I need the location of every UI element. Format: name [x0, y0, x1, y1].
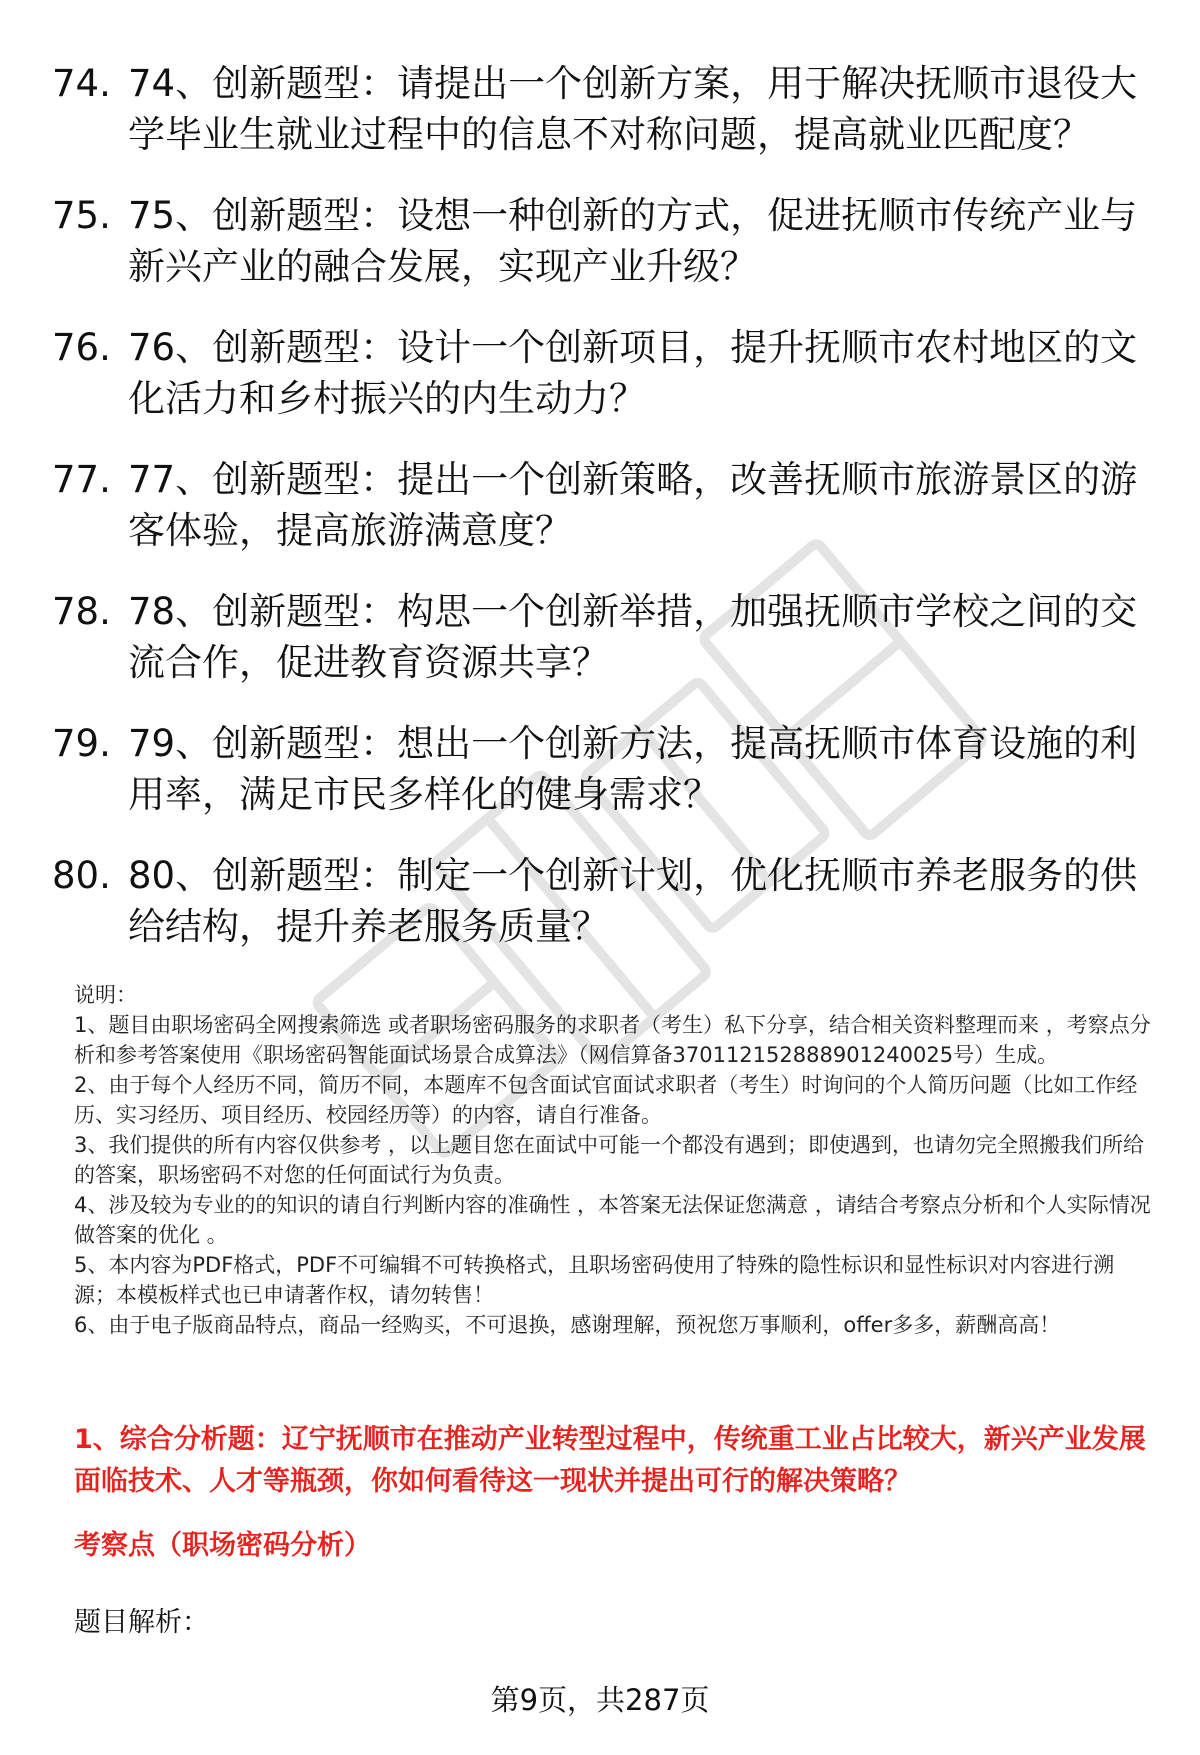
section-question: 1、综合分析题：辽宁抚顺市在推动产业转型过程中，传统重工业占比较大，新兴产业发展面临技术、人才等瓶颈，你如何看待这一现状并提出可行的解决策略？ [74, 1424, 1146, 1497]
question-number: 77. [52, 458, 111, 501]
question-list [52, 58, 1152, 982]
note-item: 6、由于电子版商品特点，商品一经购买，不可退换，感谢理解，预祝您万事顺利，offer多多，薪酬高高！ [74, 1313, 1061, 1337]
note-item: 4、涉及较为专业的的知识的请自行判断内容的准确性 ，本答案无法保证您满意 ，请结合考察点分析和个人实际情况做答案的优化 。 [74, 1193, 1151, 1247]
question-item [52, 718, 1152, 820]
note-item: 5、本内容为PDF格式，PDF不可编辑不可转换格式，且职场密码使用了特殊的隐性标识和显性标识对内容进行溯源；本模板样式也已申请著作权，请勿转售！ [74, 1253, 1115, 1307]
question-text: 79、创新题型：想出一个创新方法，提高抚顺市体育设施的利用率，满足市民多样化的健身需求？ [128, 722, 1138, 816]
question-item [52, 454, 1152, 556]
note-item: 2、由于每个人经历不同，简历不同，本题库不包含面试官面试求职者（考生）时询问的个人简历问题（比如工作经历、实习经历、项目经历、校园经历等）的内容，请自行准备。 [74, 1073, 1138, 1127]
question-text: 74、创新题型：请提出一个创新方案，用于解决抚顺市退役大学毕业生就业过程中的信息不对称问题，提高就业匹配度？ [128, 62, 1138, 156]
question-number: 78. [52, 590, 111, 633]
question-number: 80. [52, 854, 111, 897]
question-text: 77、创新题型：提出一个创新策略，改善抚顺市旅游景区的游客体验，提高旅游满意度？ [128, 458, 1138, 552]
question-number: 74. [52, 62, 111, 105]
question-text: 76、创新题型：设计一个创新项目，提升抚顺市农村地区的文化活力和乡村振兴的内生动力？ [128, 326, 1138, 420]
question-item [52, 322, 1152, 424]
note-item: 3、我们提供的所有内容仅供参考 ，以上题目您在面试中可能一个都没有遇到；即使遇到，也请勿完全照搬我们所给的答案，职场密码不对您的任何面试行为负责。 [74, 1133, 1145, 1187]
question-item [52, 850, 1152, 952]
question-text: 80、创新题型：制定一个创新计划，优化抚顺市养老服务的供给结构，提升养老服务质量？ [128, 854, 1138, 948]
question-number: 75. [52, 194, 111, 237]
question-item [52, 586, 1152, 688]
section-heading: 考察点（职场密码分析） [74, 1530, 371, 1561]
analysis-label: 题目解析： [74, 1607, 209, 1638]
page-number: 第9页，共287页 [490, 1683, 710, 1717]
question-number: 79. [52, 722, 111, 765]
question-item [52, 190, 1152, 292]
note-item: 1、题目由职场密码全网搜索筛选 或者职场密码服务的求职者（考生）私下分享，结合相关资料整理而来 ，考察点分析和参考答案使用《职场密码智能面试场景合成算法》（网信算备370112152888901240025号）生成。 [74, 1013, 1151, 1067]
question-number: 76. [52, 326, 111, 369]
question-text: 78、创新题型：构思一个创新举措，加强抚顺市学校之间的交流合作，促进教育资源共享？ [128, 590, 1138, 684]
question-item [52, 58, 1152, 160]
question-text: 75、创新题型：设想一种创新的方式，促进抚顺市传统产业与新兴产业的融合发展，实现产业升级？ [128, 194, 1138, 288]
notes-title: 说明： [74, 983, 137, 1007]
notes-block [74, 980, 1154, 1340]
